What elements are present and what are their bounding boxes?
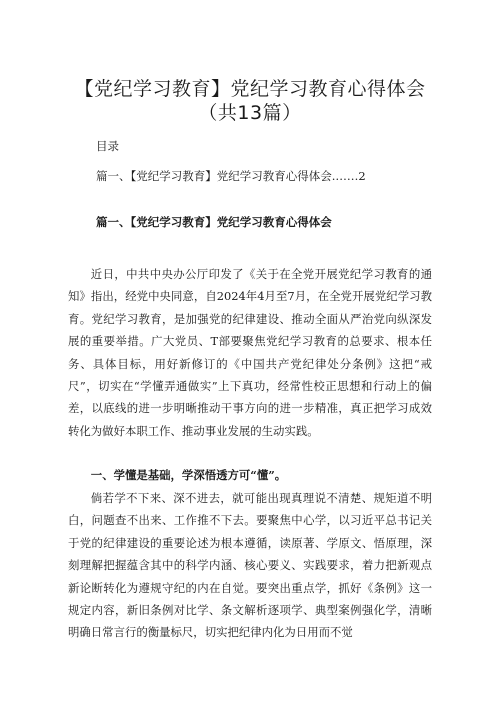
document-title: 【党纪学习教育】党纪学习教育心得体会 bbox=[74, 78, 426, 100]
subheading: 一、学懂是基础，学深悟透方可“懂”。 bbox=[90, 468, 287, 482]
body-text-block bbox=[68, 263, 432, 442]
document-subtitle: （共13篇） bbox=[198, 102, 302, 124]
body-text-block bbox=[68, 487, 432, 644]
toc-entry[interactable]: 篇一、【党纪学习教育】党纪学习教育心得体会.……2 bbox=[96, 169, 366, 183]
section-heading: 篇一、【党纪学习教育】党纪学习教育心得体会 bbox=[96, 215, 332, 229]
paragraph: 倘若学不下来、深不进去，就可能出现真理说不清楚、规矩道不明白，问题查不出来、工作推不下去。要聚焦中心学，以习近平总书记关于党的纪律建设的重要论述为根本遵循，读原著、学原文、悟原理，深刻理解把握蕴含其中的科学内涵、核心要义、实践要求，着力把新观点新论断转化为遵规守纪的内在自觉。要突出重点学，抓好《条例》这一规定内容，新旧条例对比学、条文解析逐项学、典型案例强化学，清晰明确日常言行的衡量标尺，切实把纪律内化为日用而不觉 bbox=[68, 491, 432, 640]
subheading-block bbox=[68, 464, 432, 486]
paragraph: 近日，中共中央办公厅印发了《关于在全党开展党纪学习教育的通知》指出，经党中央同意，自2024年4月至7月，在全党开展党纪学习教育。党纪学习教育，是加强党的纪律建设、推动全面从严治党向纵深发展的重要举措。广大党员、T部要聚焦党纪学习教育的总要求、根本任务、具体目标，用好新修订的《中国共产党纪律处分条例》这把“戒尺”，切实在“学懂弄通做实”上下真功，经常性校正思想和行动上的偏差，以底线的进一步明晰推动干事方向的进一步精准，真正把学习成效转化为做好本职工作、推动事业发展的生动实践。 bbox=[68, 267, 432, 438]
toc-label: 目录 bbox=[96, 139, 119, 153]
